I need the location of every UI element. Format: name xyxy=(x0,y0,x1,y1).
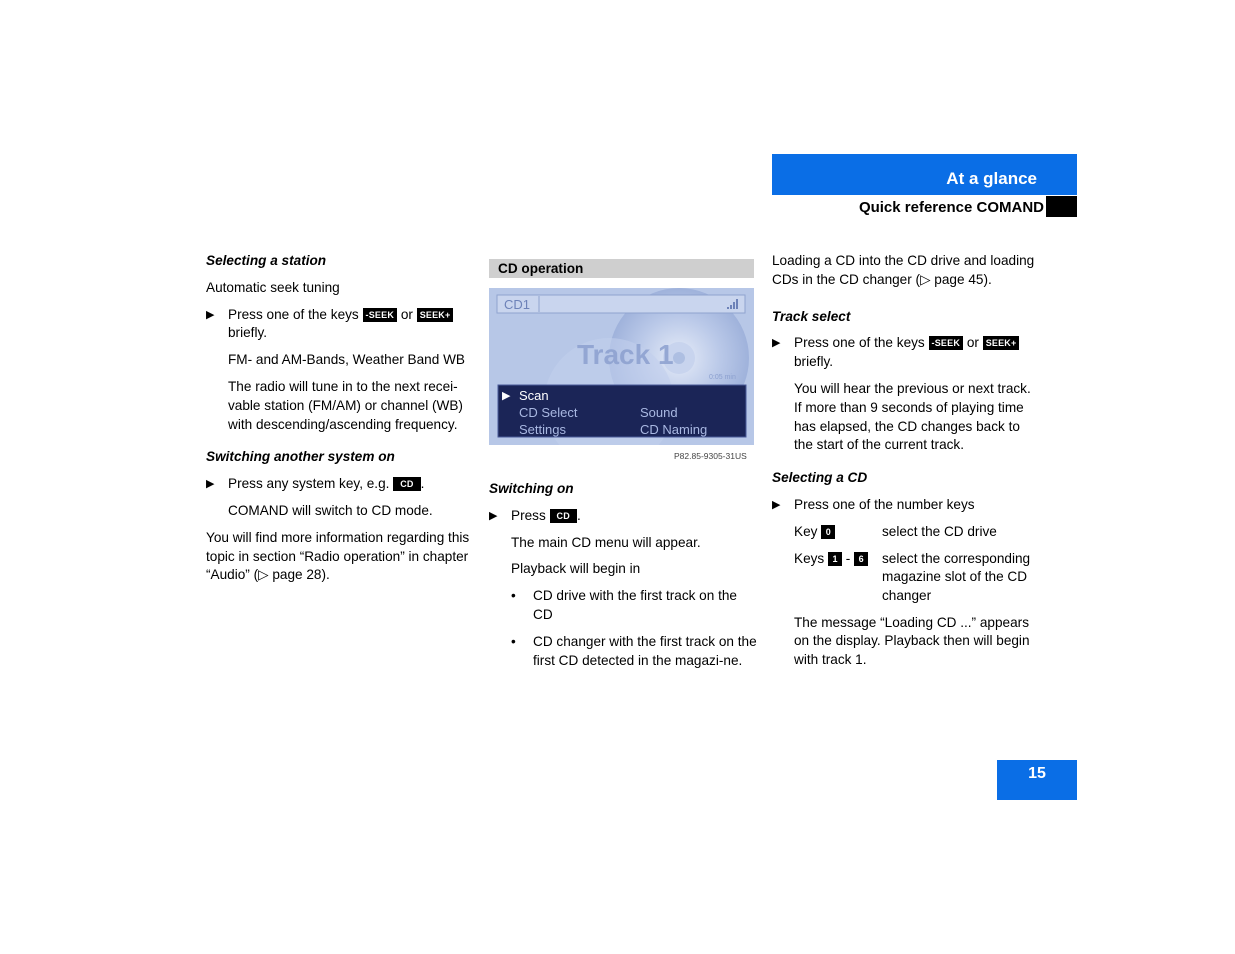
step-arrow-icon: ▶ xyxy=(206,478,215,491)
step-system-key: ▶ Press any system key, e.g. CD . xyxy=(206,475,476,494)
text-playback: Playback will begin in xyxy=(511,561,641,577)
cd-operation-heading: CD operation xyxy=(489,259,754,278)
seek-minus-key: -SEEK xyxy=(363,308,398,322)
step-track-seek: ▶ Press one of the keys -SEEK or SEEK+ briefly. xyxy=(772,334,1040,372)
text-bands: FM- and AM-Bands, Weather Band WB xyxy=(228,352,465,368)
seek-plus-key: SEEK+ xyxy=(983,336,1020,350)
column-left xyxy=(206,252,476,593)
menu-settings: Settings xyxy=(519,422,566,437)
menu-cd-select: CD Select xyxy=(519,405,578,420)
step-press-cd: ▶ Press CD . xyxy=(489,507,759,526)
number-key-6: 6 xyxy=(854,552,868,566)
step-arrow-icon: ▶ xyxy=(772,337,781,350)
text-prev-next: You will hear the previous or next track. If more than 9 seconds of playing time has elapsed, the CD changes back to the start of the current track. xyxy=(794,380,1031,453)
step-arrow-icon: ▶ xyxy=(489,509,498,522)
number-key-0: 0 xyxy=(821,525,835,539)
cd-display-screenshot xyxy=(489,288,754,445)
figure-caption: P82.85-9305-31US xyxy=(674,451,747,461)
text-menu-appear: The main CD menu will appear. xyxy=(511,534,701,550)
number-key-1: 1 xyxy=(828,552,842,566)
key-0-desc: select the CD drive xyxy=(882,523,997,539)
column-middle xyxy=(489,480,759,678)
bullet-icon: • xyxy=(511,633,516,649)
keys-desc: select the corresponding magazine slot of the CD changer xyxy=(882,550,1031,604)
text-radio-tune: The radio will tune in to the next recei-vable station (FM/AM) or channel (WB) with descending/ascending frequency. xyxy=(228,378,463,432)
text-more-info: You will find more information regarding this topic in section “Radio operation” in chapter “Audio” (▷ page 28). xyxy=(206,529,470,583)
step-number-keys: ▶ Press one of the number keys xyxy=(772,496,1040,515)
bullet-cd-changer: • CD changer with the first track on the first CD detected in the magazi-ne. xyxy=(511,633,757,668)
heading-switching-on: Switching on xyxy=(489,481,574,496)
menu-arrow-icon: ▶ xyxy=(502,390,511,402)
text-message: The message “Loading CD ...” appears on the display. Playback then will begin with track 1. xyxy=(794,614,1030,668)
cd-key: CD xyxy=(550,509,577,523)
section-title: At a glance xyxy=(946,169,1037,188)
menu-sound: Sound xyxy=(640,405,678,420)
bullet-cd-drive: • CD drive with the first track on the CD xyxy=(511,588,737,622)
text-auto-seek: Automatic seek tuning xyxy=(206,279,340,295)
column-right xyxy=(772,252,1040,678)
cd-display-illustration xyxy=(489,288,754,445)
seek-minus-key: -SEEK xyxy=(929,336,964,350)
heading-switch-system: Switching another system on xyxy=(206,449,395,465)
page-number: 15 xyxy=(997,760,1077,800)
cd-key: CD xyxy=(393,477,420,491)
text-switch-cd: COMAND will switch to CD mode. xyxy=(228,502,433,518)
step-arrow-icon: ▶ xyxy=(772,498,781,511)
seek-plus-key: SEEK+ xyxy=(417,308,454,322)
heading-selecting-cd: Selecting a CD xyxy=(772,470,868,486)
heading-selecting-station: Selecting a station xyxy=(206,253,327,268)
page-subtitle: Quick reference COMAND xyxy=(858,199,1044,216)
step-arrow-icon: ▶ xyxy=(206,308,215,321)
bullet-icon: • xyxy=(511,588,516,604)
cd1-label: CD1 xyxy=(504,297,531,312)
time-label: 0:05 min xyxy=(709,374,736,381)
track-label: Track 1 xyxy=(577,339,674,370)
key-row-0: Key 0 select the CD drive xyxy=(772,523,1040,542)
heading-track-select: Track select xyxy=(772,308,851,324)
key-row-1-6: Keys 1 - 6 select the corresponding magazine slot of the CD changer xyxy=(772,550,1040,606)
subtitle-marker xyxy=(1046,196,1077,217)
menu-cd-naming: CD Naming xyxy=(640,422,708,437)
menu-scan: Scan xyxy=(519,388,549,403)
text-loading: Loading a CD into the CD drive and loading CDs in the CD changer (▷ page 45). xyxy=(772,253,1035,287)
header-bar xyxy=(772,154,1077,195)
step-seek: ▶ Press one of the keys -SEEK or SEEK+ briefly. xyxy=(206,306,476,344)
